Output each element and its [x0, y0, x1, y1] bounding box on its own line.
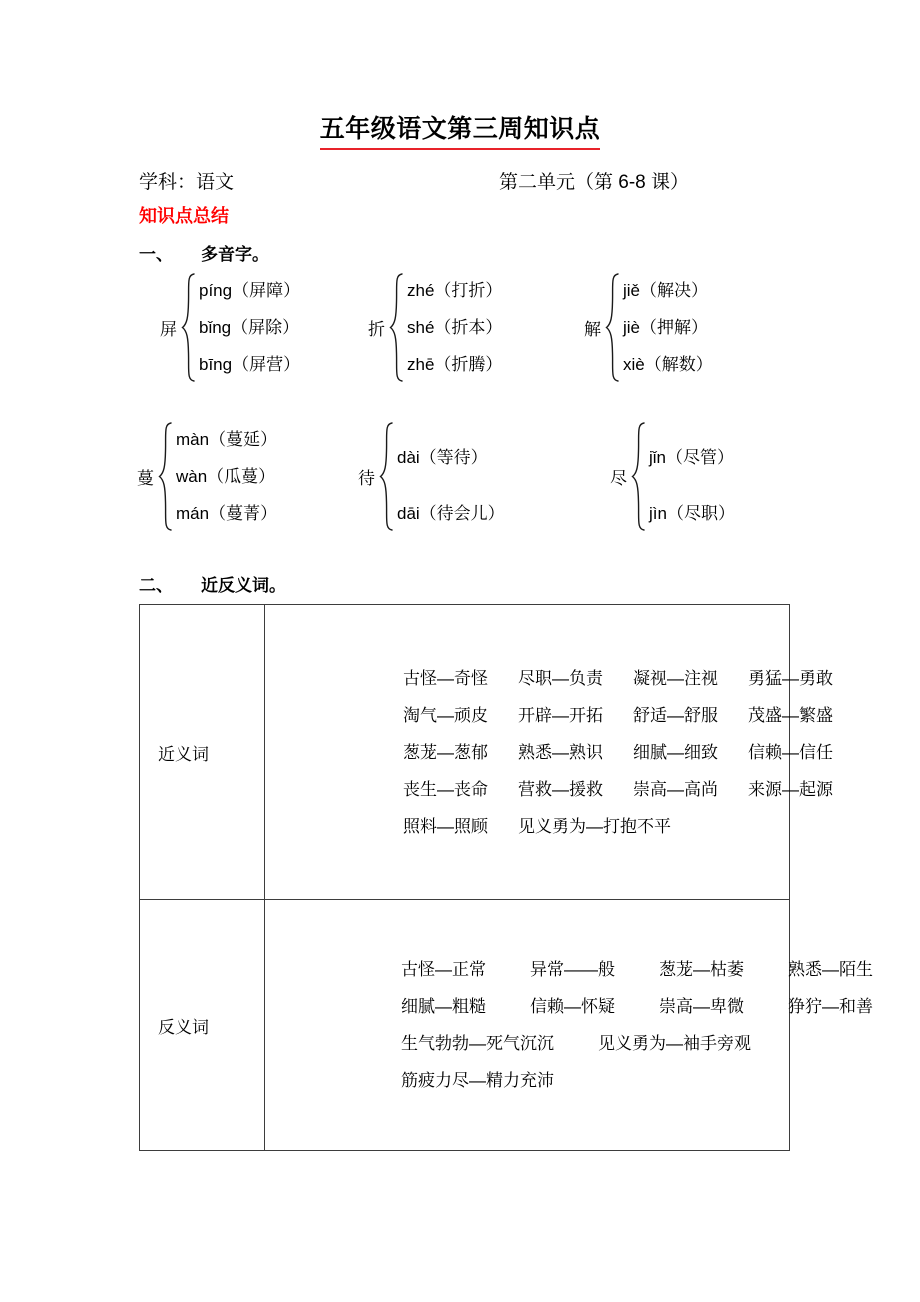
word-pair: 勇猛—勇敢 — [748, 668, 833, 688]
polyphone-reading: mán（蔓菁） — [176, 504, 278, 523]
polyphone-reading: bīng（屏营） — [199, 355, 301, 374]
word-pair: 信赖—信任 — [748, 742, 833, 762]
polyphone-character: 尽 — [610, 469, 627, 488]
polyphone-reading: bǐng（屏除） — [199, 318, 300, 337]
curly-brace-icon — [158, 421, 174, 532]
row-content-synonyms — [265, 605, 833, 900]
page-title — [0, 112, 920, 150]
section-number-two: 二、 — [139, 576, 173, 595]
table-row — [140, 900, 790, 1151]
polyphone-reading: dāi（待会儿） — [397, 504, 505, 523]
polyphone-group-man — [137, 421, 277, 532]
polyphone-reading-list — [397, 421, 505, 532]
row-label-synonyms: 近义词 — [140, 605, 265, 900]
word-pair: 营救—援救 — [518, 779, 603, 799]
polyphone-reading: zhé（打折） — [407, 281, 503, 300]
word-pair: 古怪—奇怪 — [403, 668, 488, 688]
polyphone-group-zhe — [368, 272, 502, 383]
polyphone-reading: màn（蔓延） — [176, 430, 278, 449]
subject-row — [139, 168, 839, 198]
polyphone-reading: jiě（解决） — [623, 281, 709, 300]
word-pair: 筋疲力尽—精力充沛 — [401, 1071, 554, 1090]
word-pair-line — [403, 734, 833, 771]
word-pair: 崇高—高尚 — [633, 779, 718, 799]
word-pair-line — [401, 988, 873, 1025]
word-pair: 茂盛—繁盛 — [748, 705, 833, 725]
word-pair: 细腻—粗糙 — [401, 997, 486, 1016]
polyphone-group-dai — [358, 421, 505, 532]
word-pair: 尽职—负责 — [518, 668, 603, 688]
curly-brace-icon — [379, 421, 395, 532]
polyphone-character: 蔓 — [137, 469, 154, 488]
word-pair: 见义勇为—打抱不平 — [518, 816, 671, 836]
polyphone-reading: zhē（折腾） — [407, 355, 503, 374]
polyphone-reading-list — [623, 272, 713, 383]
word-pair-line — [401, 951, 873, 988]
polyphone-reading: xiè（解数） — [623, 355, 713, 374]
section-heading-synonyms-antonyms — [139, 574, 286, 598]
polyphone-reading: jǐn（尽管） — [649, 448, 735, 467]
synonym-line-group — [265, 660, 833, 845]
word-pair: 细腻—细致 — [633, 742, 718, 762]
word-pair: 开辟—开拓 — [518, 705, 603, 725]
section-heading-polyphones — [139, 243, 269, 267]
word-pair: 见义勇为—袖手旁观 — [598, 1034, 751, 1053]
curly-brace-icon — [389, 272, 405, 383]
word-pair: 信赖—怀疑 — [530, 997, 615, 1016]
word-pair: 丧生—丧命 — [403, 779, 488, 799]
polyphone-reading: wàn（瓜蔓） — [176, 467, 276, 486]
word-pair: 狰狞—和善 — [788, 997, 873, 1016]
word-pair: 崇高—卑微 — [659, 997, 744, 1016]
word-pair-line — [403, 808, 789, 845]
word-pair: 生气勃勃—死气沉沉 — [401, 1034, 554, 1053]
word-pair: 葱茏—枯萎 — [659, 960, 744, 979]
curly-brace-icon — [631, 421, 647, 532]
word-pair: 异常——般 — [530, 960, 615, 979]
word-pair-line — [403, 660, 833, 697]
polyphone-group-ping — [160, 272, 300, 383]
polyphone-reading: dài（等待） — [397, 448, 488, 467]
word-pair: 淘气—顽皮 — [403, 705, 488, 725]
curly-brace-icon — [181, 272, 197, 383]
unit-label: 第二单元（第 6-8 课） — [499, 172, 690, 193]
word-pair-line — [403, 771, 833, 808]
word-pair-line — [401, 1025, 789, 1062]
curly-brace-icon — [605, 272, 621, 383]
synonyms-antonyms-table — [139, 604, 873, 1151]
polyphone-reading-list — [649, 421, 735, 532]
word-pair: 熟悉—陌生 — [788, 960, 873, 979]
polyphone-group-jie — [584, 272, 713, 383]
word-pair: 熟悉—熟识 — [518, 742, 603, 762]
section-number-one: 一、 — [139, 245, 173, 264]
polyphone-reading-list — [407, 272, 502, 383]
polyphone-reading: píng（屏障） — [199, 281, 301, 300]
summary-heading: 知识点总结 — [139, 206, 229, 226]
row-content-antonyms — [265, 900, 873, 1151]
polyphone-character: 待 — [358, 469, 375, 488]
word-pair: 来源—起源 — [748, 779, 833, 799]
antonym-line-group — [265, 951, 873, 1099]
polyphone-reading: shé（折本） — [407, 318, 503, 337]
polyphone-character: 屏 — [160, 320, 177, 339]
word-pair-line — [401, 1062, 789, 1099]
word-pair: 照料—照顾 — [403, 816, 488, 836]
polyphone-character: 折 — [368, 320, 385, 339]
word-pair: 凝视—注视 — [633, 668, 718, 688]
section-title-polyphones: 多音字。 — [201, 245, 269, 264]
polyphone-reading-list — [176, 421, 277, 532]
polyphone-reading: jiè（押解） — [623, 318, 709, 337]
word-pair: 葱茏—葱郁 — [403, 742, 488, 762]
word-pair-line — [403, 697, 833, 734]
word-pair: 古怪—正常 — [401, 960, 486, 979]
table-row — [140, 605, 790, 900]
polyphone-group-jin — [610, 421, 735, 532]
polyphone-reading-list — [199, 272, 300, 383]
row-label-antonyms: 反义词 — [140, 900, 265, 1151]
word-pair: 舒适—舒服 — [633, 705, 718, 725]
polyphone-reading: jìn（尽职） — [649, 504, 735, 523]
page-title-text: 五年级语文第三周知识点 — [320, 112, 601, 150]
section-title-synonyms-antonyms: 近反义词。 — [201, 576, 286, 595]
subject-label: 学科：语文 — [139, 172, 235, 193]
polyphone-character: 解 — [584, 320, 601, 339]
